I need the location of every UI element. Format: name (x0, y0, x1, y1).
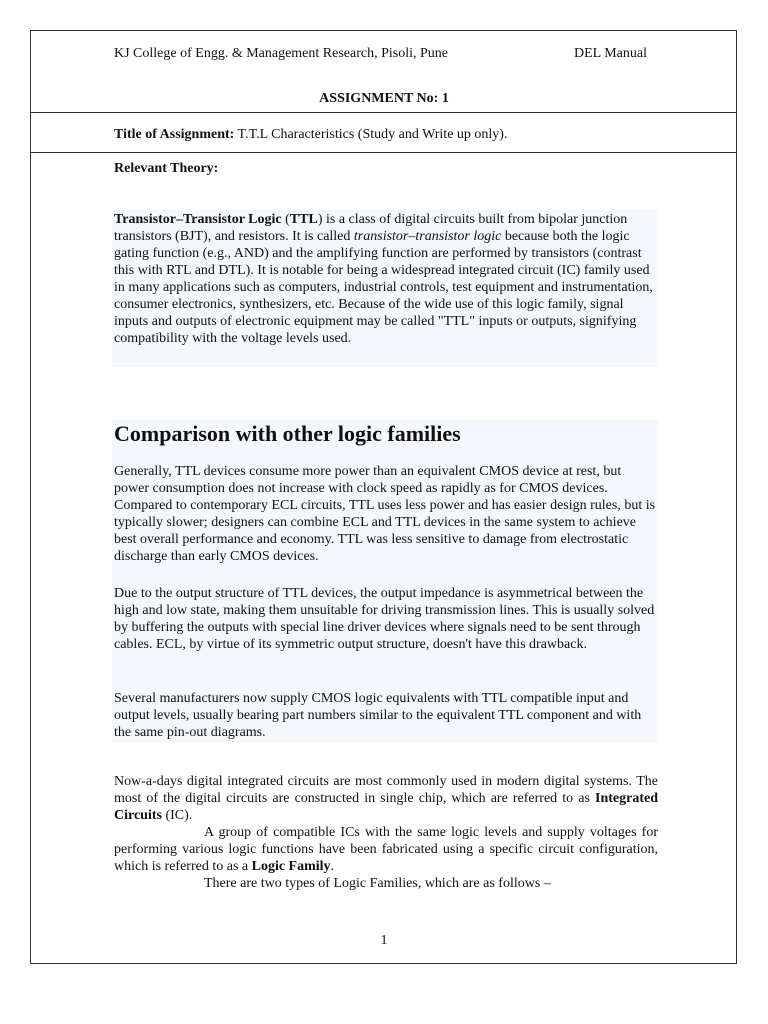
comparison-paragraph-3: Several manufacturers now supply CMOS logic equivalents with TTL compatible input and output levels, usually bearing part numbers similar to the equivalent TTL component and with the same pin-out diagrams. (114, 691, 642, 740)
ttl-italic-term: transistor–transistor logic (353, 229, 502, 244)
comparison-paragraph-1: Generally, TTL devices consume more power than an equivalent CMOS device at rest, but power consumption does not increase with clock speed as rapidly as for CMOS devices. Compared to contemporary ECL circuits, TTL uses less power and has easier design rules, but is typically slower; designers can combine ECL and TTL devices in the same system to achieve best overall performance and economy. TTL was less sensitive to damage from electrostatic discharge than early CMOS devices. (114, 464, 656, 564)
text-fragment: . (330, 859, 335, 874)
text-fragment: There are two types of Logic Families, which are as follows – (204, 876, 551, 891)
comparison-paragraph-2: Due to the output structure of TTL devices, the output impedance is asymmetrical between the high and low state, making them unsuitable for driving transmission lines. This is usually solved by buffering the outputs with special line driver devices where signals need to be sent through cables. ECL, by virtue of its symmetric output structure, doesn't have this drawback. (114, 586, 655, 652)
text-fragment: ) is a class of digital circuits built from bipolar junction transistors (BJT), and resistors. It is called (114, 212, 628, 244)
assignment-heading: ASSIGNMENT No: 1 (319, 91, 449, 106)
header-institution: KJ College of Engg. & Management Research, Pisoli, Pune (114, 46, 448, 61)
divider-line (30, 152, 737, 153)
assignment-title (114, 126, 507, 144)
integrated-circuits-term: Integrated Circuits (114, 791, 658, 823)
text-fragment: A group of compatible ICs with the same logic levels and supply voltages for performing various logic functions have been fabricated using a specific circuit configuration, which is referred to as a (114, 825, 658, 874)
divider-line (30, 112, 737, 113)
ttl-term: Transistor–Transistor Logic (114, 212, 282, 227)
text-fragment: because both the logic gating function (e.g., AND) and the amplifying function are performed by transistors (contrast this with RTL and DTL). It is notable for being a widespread integrated circuit (IC) family used in many applications such as computers, industrial controls, test equipment and instrumentation, consumer electronics, synthesizers, etc. Because of the wide use of this logic family, signal inputs and outputs of electronic equipment may be called "TTL" inputs or outputs, signifying compatibility with the voltage levels used. (114, 229, 653, 346)
ttl-definition-paragraph (114, 211, 658, 347)
logic-family-paragraph (114, 773, 658, 892)
page-number: 1 (380, 933, 388, 948)
text-fragment: ( (281, 212, 290, 227)
assignment-title-text: T.T.L Characteristics (Study and Write up only). (234, 127, 508, 142)
text-fragment: Now-a-days digital integrated circuits are most commonly used in modern digital systems. The most of the digital circuits are constructed in single chip, which are referred to as (114, 774, 658, 806)
logic-family-term: Logic Family (251, 859, 331, 874)
header-manual-name: DEL Manual (574, 46, 647, 61)
text-fragment: (IC). (161, 808, 193, 823)
ttl-abbreviation: TTL (289, 212, 318, 227)
relevant-theory-label: Relevant Theory: (114, 161, 219, 176)
assignment-title-label: Title of Assignment: (114, 127, 235, 142)
section-heading: Comparison with other logic families (114, 421, 461, 446)
